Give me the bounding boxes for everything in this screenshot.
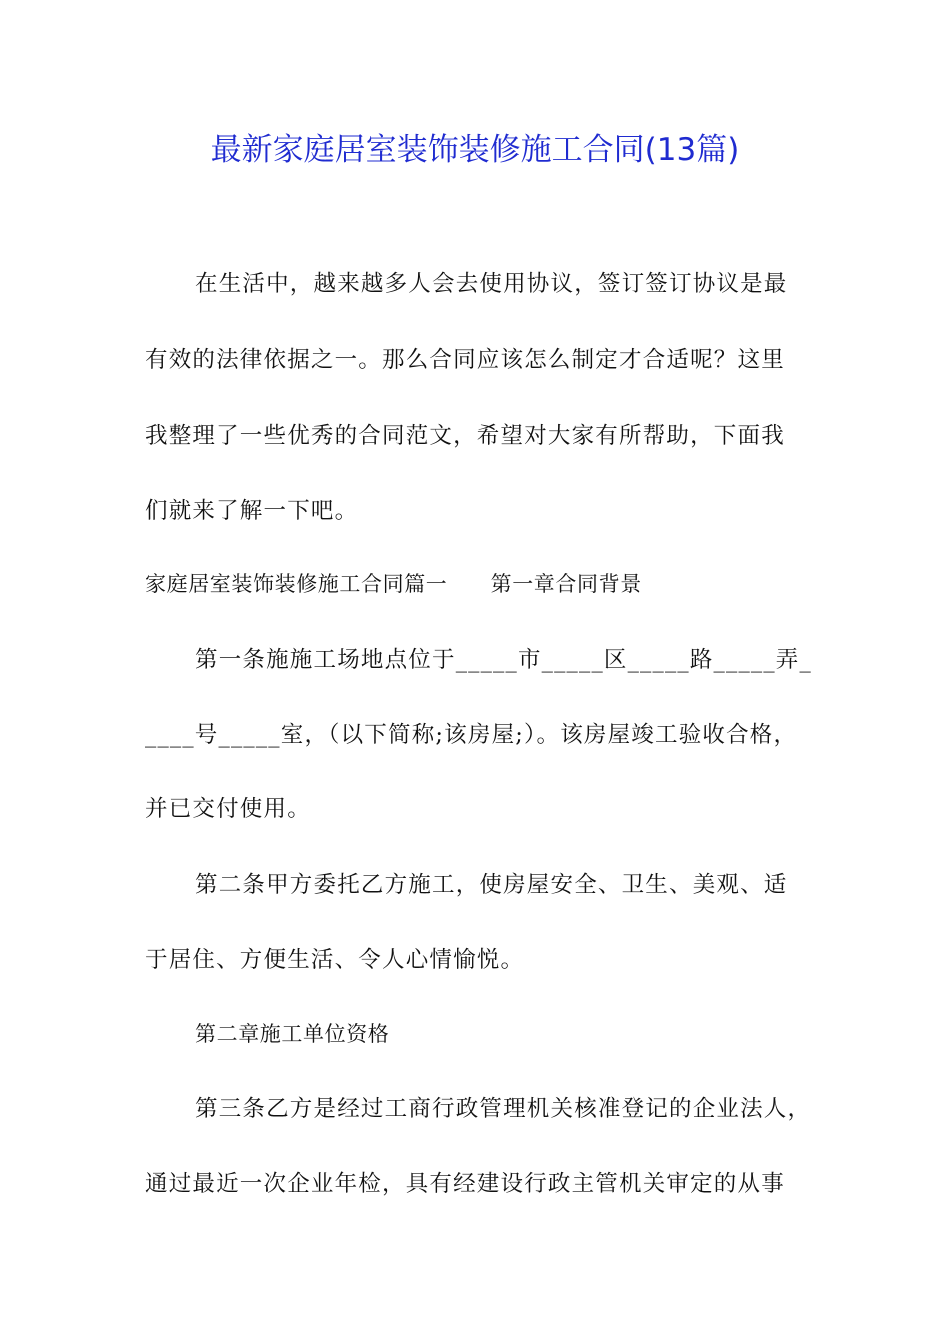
article-2-line-1: 第二条甲方委托乙方施工，使房屋安全、卫生、美观、适: [195, 872, 788, 898]
chapter-2-heading: 第二章施工单位资格: [195, 1022, 390, 1046]
article-1-line-1: 第一条施施工场地点位于_____市_____区_____路_____弄_: [195, 647, 812, 673]
article-3-line-1: 第三条乙方是经过工商行政管理机关核准登记的企业法人，: [195, 1096, 812, 1122]
intro-line-1: 在生活中，越来越多人会去使用协议，签订签订协议是最: [195, 271, 788, 297]
article-2-line-2: 于居住、方便生活、令人心情愉悦。: [145, 947, 525, 973]
intro-line-3: 我整理了一些优秀的合同范文，希望对大家有所帮助，下面我: [145, 423, 785, 449]
intro-line-2: 有效的法律依据之一。那么合同应该怎么制定才合适呢？这里: [145, 347, 785, 373]
section-heading: 家庭居室装饰装修施工合同篇一 第一章合同背景: [145, 572, 642, 596]
intro-line-4: 们就来了解一下吧。: [145, 498, 359, 524]
document-title: 最新家庭居室装饰装修施工合同(13篇): [210, 132, 740, 168]
article-1-line-3: 并已交付使用。: [145, 796, 311, 822]
article-1-line-2: ____号_____室，（以下简称;该房屋;）。该房屋竣工验收合格，: [145, 722, 798, 748]
article-3-line-2: 通过最近一次企业年检，具有经建设行政主管机关审定的从事: [145, 1171, 785, 1197]
